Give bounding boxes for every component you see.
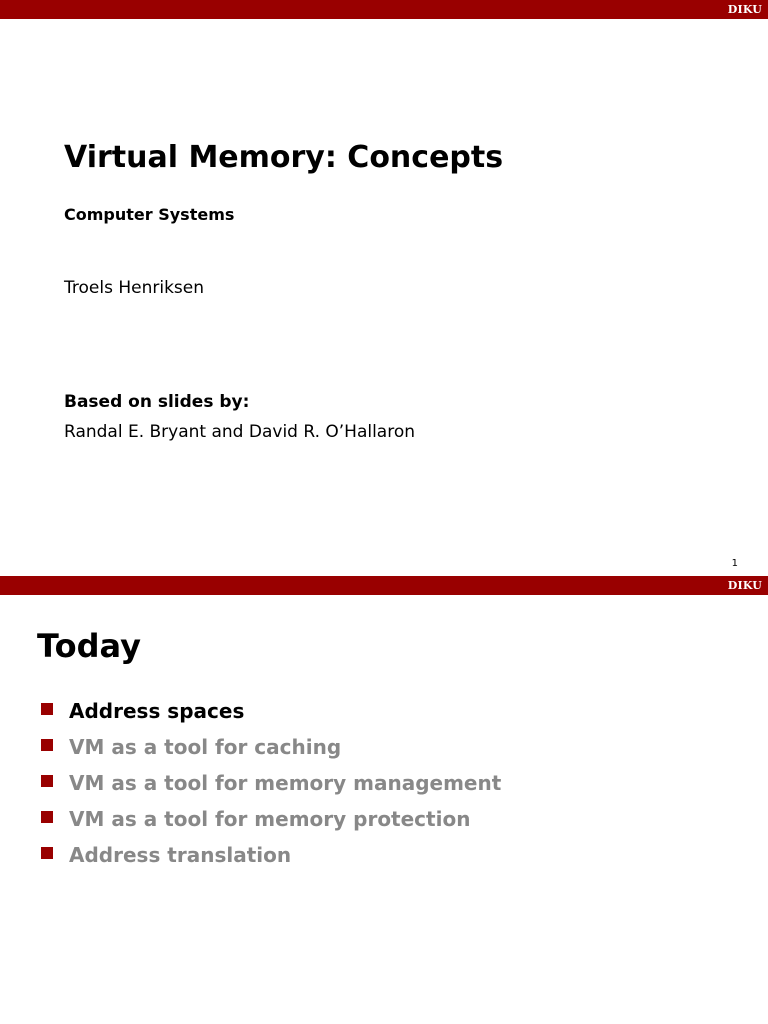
agenda-item-label: VM as a tool for memory protection [69,807,471,831]
agenda-list [40,693,501,873]
slide-title: Virtual Memory: Concepts [64,140,504,175]
square-bullet-icon [41,775,53,787]
credit-heading: Based on slides by: [64,392,250,412]
diku-label: DIKU [727,3,762,16]
top-bar [0,0,768,19]
agenda-item-label: Address translation [69,843,292,867]
author-name: Troels Henriksen [64,278,205,298]
agenda-item [40,801,501,837]
square-bullet-icon [41,703,53,715]
square-bullet-icon [41,847,53,859]
credit-names: Randal E. Bryant and David R. O’Hallaron [64,422,416,442]
course-name: Computer Systems [64,205,235,224]
square-bullet-icon [41,739,53,751]
agenda-item [40,729,501,765]
agenda-item [40,837,501,873]
agenda-item-label: VM as a tool for caching [69,735,342,759]
diku-label: DIKU [727,579,762,592]
agenda-item-label: Address spaces [69,699,245,723]
page-number: 1 [731,558,738,569]
slide-2[interactable] [0,576,768,1024]
slide-heading: Today [37,627,141,665]
agenda-item [40,765,501,801]
square-bullet-icon [41,811,53,823]
top-bar [0,576,768,595]
agenda-item-label: VM as a tool for memory management [69,771,502,795]
agenda-item [40,693,501,729]
